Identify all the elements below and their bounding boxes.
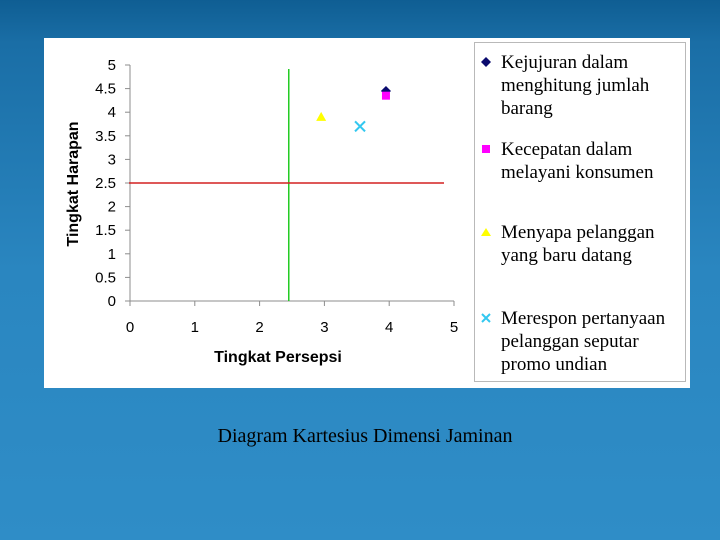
y-tick-label: 3.5 [95, 127, 116, 145]
legend-item-merespon [481, 307, 685, 376]
x-tick-label: 4 [385, 319, 394, 336]
y-tick-label: 2 [107, 198, 116, 216]
scatter-plot [44, 38, 474, 388]
data-point-triangle [316, 112, 326, 121]
legend-label: Kejujuran dalam menghitung jumlah barang [501, 52, 650, 119]
x-tick-label: 3 [320, 319, 329, 336]
square-marker-icon [481, 144, 491, 154]
y-tick-label: 2.5 [95, 175, 116, 192]
y-axis-title: Tingkat Harapan [65, 121, 82, 247]
x-marker-icon [481, 313, 491, 323]
y-tick-label: 4.5 [95, 80, 116, 98]
data-point-x [355, 121, 365, 131]
legend-item-kecepatan [481, 138, 685, 184]
triangle-marker-icon [481, 227, 491, 237]
chart-legend [474, 42, 686, 382]
y-tick-label: 1 [107, 245, 116, 263]
legend-item-menyapa [481, 221, 685, 267]
legend-label: Menyapa pelanggan yang baru datang [501, 222, 655, 266]
data-point-square [382, 92, 390, 100]
legend-item-kejujuran [481, 51, 685, 120]
y-tick-label: 1.5 [95, 222, 116, 240]
chart-caption: Diagram Kartesius Dimensi Jaminan [217, 425, 513, 447]
legend-label: Merespon pertanyaan pelanggan seputar promo undian [501, 308, 666, 375]
y-tick-label: 5 [107, 57, 116, 74]
x-tick-label: 5 [449, 319, 459, 336]
y-tick-label: 0.5 [95, 269, 116, 287]
x-axis-title: Tingkat Persepsi [214, 349, 342, 366]
x-tick-label: 1 [190, 319, 199, 336]
legend-label: Kecepatan dalam melayani konsumen [501, 139, 654, 183]
x-tick-label: 0 [125, 319, 135, 336]
chart-panel [44, 38, 690, 388]
y-tick-label: 3 [107, 151, 116, 169]
y-tick-label: 0 [107, 293, 116, 310]
x-tick-label: 2 [255, 319, 264, 336]
diamond-marker-icon [481, 57, 491, 67]
y-tick-label: 4 [107, 104, 116, 122]
